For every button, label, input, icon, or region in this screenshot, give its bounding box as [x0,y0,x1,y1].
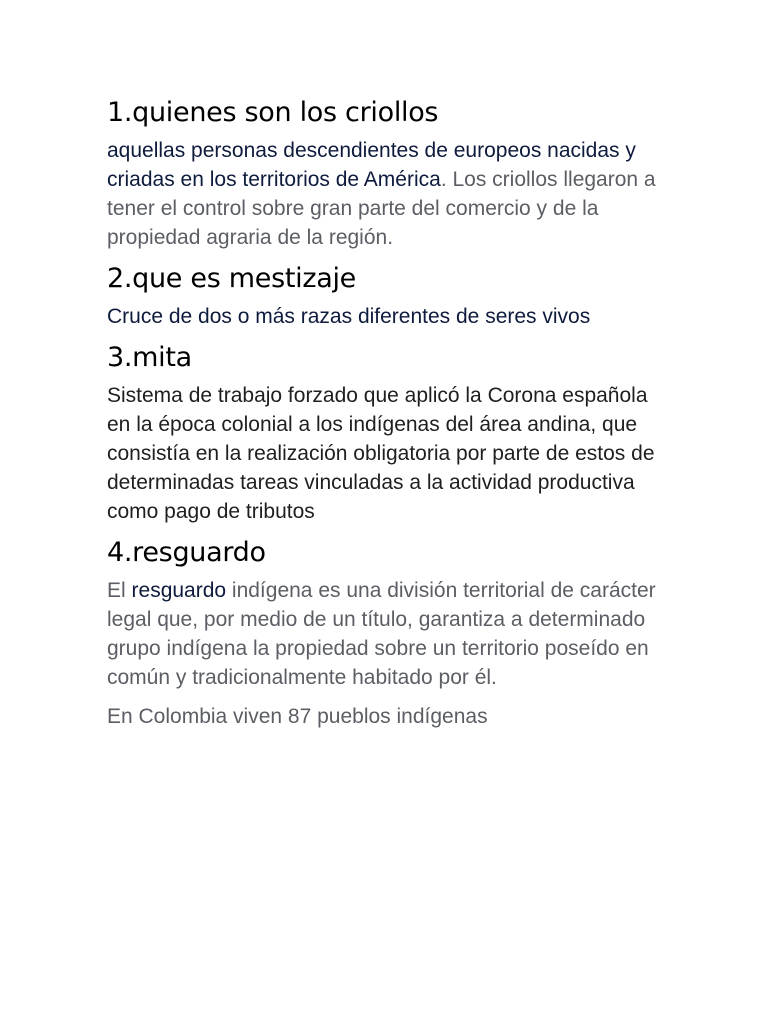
section-3-body: Sistema de trabajo forzado que aplicó la Corona española en la época colonial a los indígenas del área andina, que consistía en la realización obligatoria por parte de estos de determinadas tareas vinculadas a la actividad productiva como pago de tributos [107,384,655,523]
section-1-rest: . Los criollos llegaron a tener el control sobre gran parte del comercio y de la propiedad agraria de la región. [107,168,656,249]
section-4-heading: 4.resguardo [107,537,266,568]
section-4-extra: En Colombia viven 87 pueblos indígenas [107,705,488,728]
document-page [107,96,667,741]
section-4-body [107,576,667,692]
section-1-heading: 1.quienes son los criollos [107,97,439,128]
section-2-heading: 2.que es mestizaje [107,263,356,294]
section-4-rest: indígena es una división territorial de carácter legal que, por medio de un título, garantiza a determinado grupo indígena la propiedad sobre un territorio poseído en común y tradicionalmente habitado por él. [107,579,656,689]
section-4-highlight: resguardo [131,579,227,602]
section-2-body: Cruce de dos o más razas diferentes de seres vivos [107,305,591,328]
section-1-highlight: aquellas personas descendientes de europeos nacidas y criadas en los territorios de América [107,139,636,191]
section-3-heading: 3.mita [107,342,192,373]
section-4-prefix: El [107,579,132,602]
section-1-body [107,136,667,252]
